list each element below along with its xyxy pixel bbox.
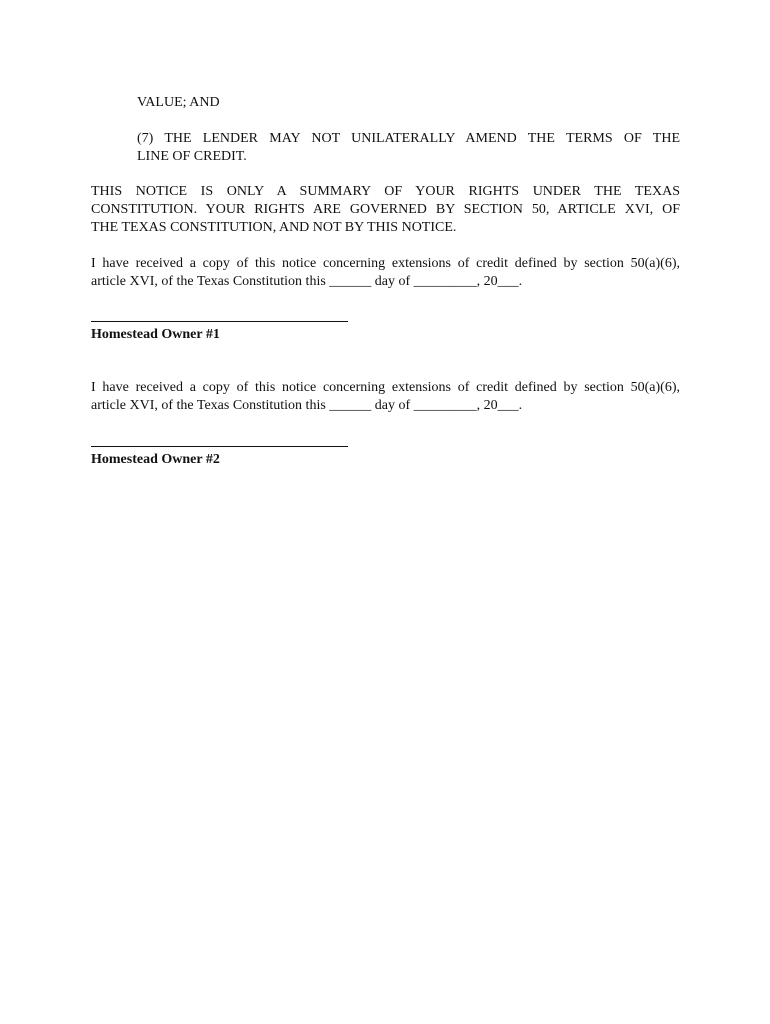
item-7-line-1: (7) THE LENDER MAY NOT UNILATERALLY AMEND THE TERMS OF THE [137, 131, 680, 146]
item-continuation [137, 94, 680, 112]
acknowledgment-2-line-1: I have received a copy of this notice concerning extensions of credit defined by section 50(a)(6), [91, 380, 680, 395]
acknowledgment-1-line-1: I have received a copy of this notice concerning extensions of credit defined by section 50(a)(6), [91, 256, 680, 271]
summary-notice-paragraph [91, 183, 680, 237]
acknowledgment-paragraph-1 [91, 255, 680, 291]
summary-notice-line-3: THE TEXAS CONSTITUTION, AND NOT BY THIS NOTICE. [91, 220, 457, 235]
acknowledgment-2-line-2: article XVI, of the Texas Constitution this ______ day of _________, 20___. [91, 398, 523, 413]
item-continuation-text: VALUE; AND [137, 95, 220, 110]
item-7-line-2: LINE OF CREDIT. [137, 149, 247, 164]
signature-line-owner-2[interactable] [91, 446, 348, 447]
acknowledgment-paragraph-2 [91, 379, 680, 415]
item-7-paragraph [137, 130, 680, 166]
signature-line-owner-1[interactable] [91, 321, 348, 322]
summary-notice-line-2: CONSTITUTION. YOUR RIGHTS ARE GOVERNED BY SECTION 50, ARTICLE XVI, OF [91, 202, 680, 217]
acknowledgment-1-line-2: article XVI, of the Texas Constitution this ______ day of _________, 20___. [91, 274, 523, 289]
homestead-owner-2-label: Homestead Owner #2 [91, 452, 220, 467]
summary-notice-line-1: THIS NOTICE IS ONLY A SUMMARY OF YOUR RIGHTS UNDER THE TEXAS [91, 184, 680, 199]
homestead-owner-1-label: Homestead Owner #1 [91, 327, 220, 342]
